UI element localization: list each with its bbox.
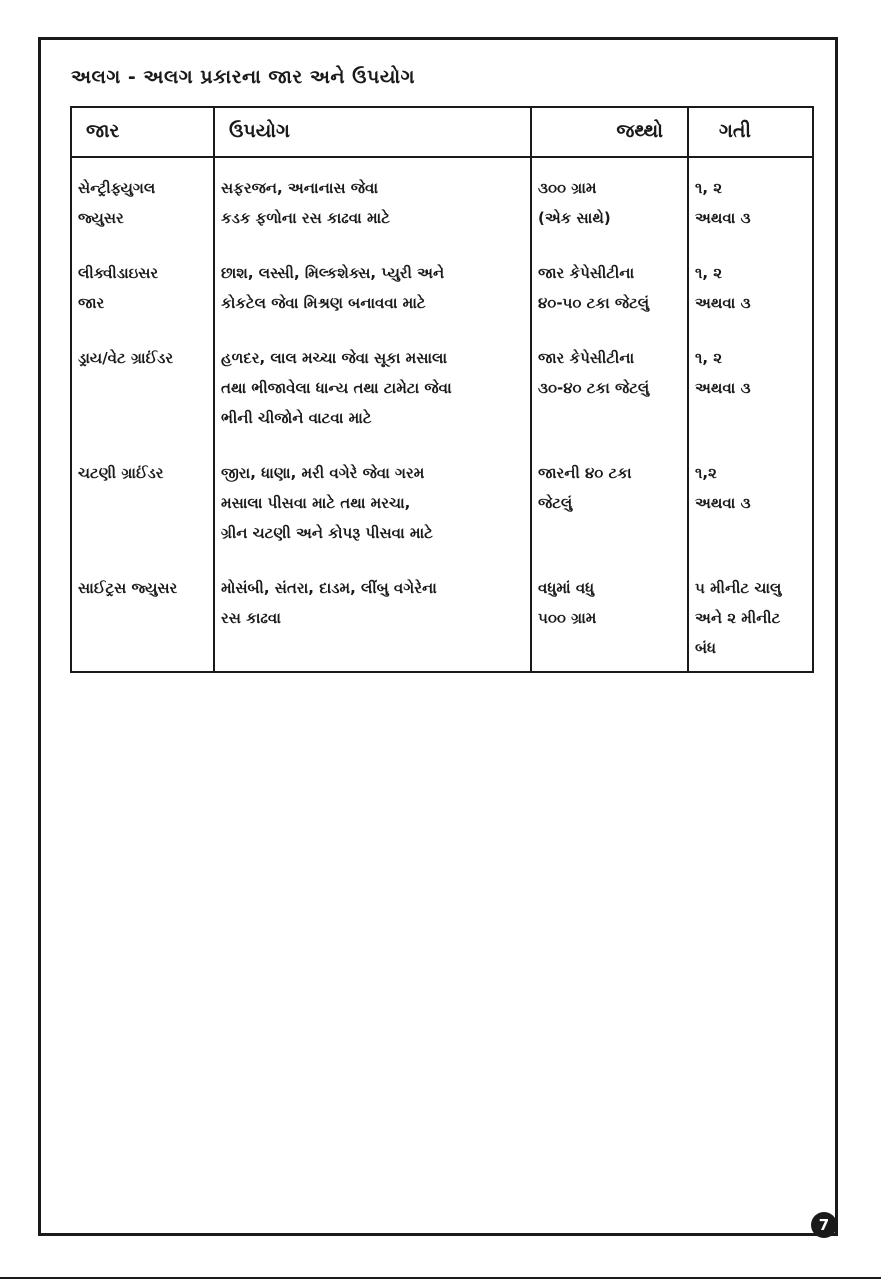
cell-quantity: જાર કેપેસીટીના ૩૦-૪૦ ટકા જેટલું: [531, 328, 688, 443]
header-speed: ગતી: [688, 107, 813, 157]
cell-quantity: જારની ૪૦ ટકા જેટલું: [531, 443, 688, 558]
cell-usage: જીરા, ધાણા, મરી વગેરે જેવા ગરમ મસાલા પીસવા માટે તથા મરચા, ગ્રીન ચટણી અને કોપરૂ પીસવા માટે: [214, 443, 531, 558]
cell-jar: ચટણી ગ્રાઈંડર: [71, 443, 214, 558]
table-row: [71, 328, 813, 443]
table-row: [71, 443, 813, 558]
cell-quantity: વધુમાં વધુ ૫૦૦ ગ્રામ: [531, 558, 688, 672]
cell-jar: લીક્વીડાઇસર જાર: [71, 243, 214, 328]
page-title: અલગ - અલગ પ્રકારના જાર અને ઉપયોગ: [71, 66, 416, 88]
cell-quantity: જાર કેપેસીટીના ૪૦-૫૦ ટકા જેટલું: [531, 243, 688, 328]
cell-speed: ૧, ૨ અથવા ૩: [688, 328, 813, 443]
table-row: [71, 558, 813, 672]
cell-usage: છાશ, લસ્સી, મિલ્કશેક્સ, પ્યુરી અને કોકટેલ જેવા મિશ્રણ બનાવવા માટે: [214, 243, 531, 328]
cell-usage: હળદર, લાલ મચ્ચા જેવા સૂકા મસાલા તથા ભીજાવેલા ધાન્ય તથા ટામેટા જેવા ભીની ચીજોને વાટવા માટે: [214, 328, 531, 443]
header-quantity: જથ્થો: [531, 107, 688, 157]
cell-speed: ૫ મીનીટ ચાલુ અને ૨ મીનીટ બંધ: [688, 558, 813, 672]
table-header-row: [71, 107, 813, 157]
cell-usage: સફરજન, અનાનાસ જેવા કડક ફળોના રસ કાઢવા માટે: [214, 157, 531, 243]
cell-jar: ડ્રાય/વેટ ગ્રાઈંડર: [71, 328, 214, 443]
cell-jar: સેન્ટ્રીફ્યુગલ જ્યુસર: [71, 157, 214, 243]
header-jar: જાર: [71, 107, 214, 157]
bottom-rule: [0, 1277, 881, 1279]
cell-quantity: ૩૦૦ ગ્રામ (એક સાથે): [531, 157, 688, 243]
cell-jar: સાઈટ્રસ જ્યુસર: [71, 558, 214, 672]
table-row: [71, 243, 813, 328]
cell-speed: ૧,૨ અથવા ૩: [688, 443, 813, 558]
cell-speed: ૧, ૨ અથવા ૩: [688, 157, 813, 243]
cell-usage: મોસંબી, સંતરા, દાડમ, લીંબુ વગેરેના રસ કાઢવા: [214, 558, 531, 672]
jar-usage-table: [70, 106, 814, 673]
page-number-badge: 7: [811, 1212, 837, 1238]
header-usage: ઉપયોગ: [214, 107, 531, 157]
table-row: [71, 157, 813, 243]
cell-speed: ૧, ૨ અથવા ૩: [688, 243, 813, 328]
